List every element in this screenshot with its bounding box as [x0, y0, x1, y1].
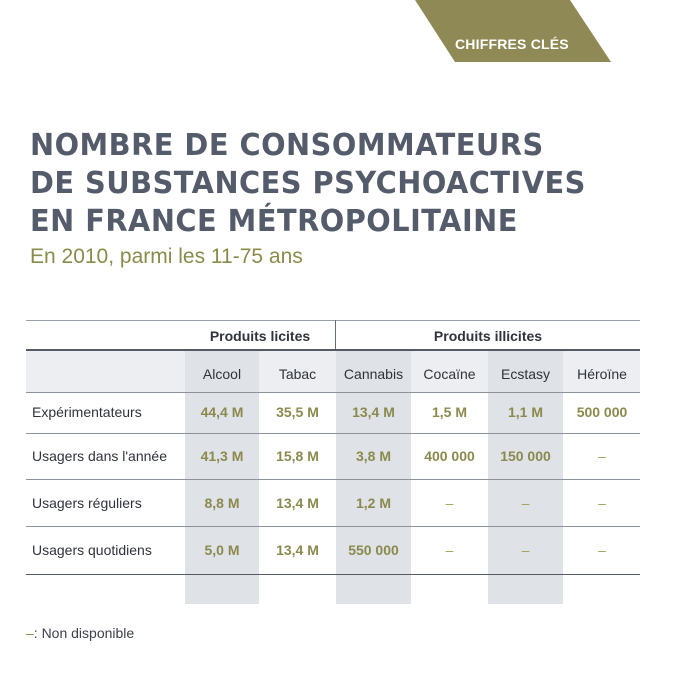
table-cell: 1,2 M [355, 495, 391, 511]
tab-label: CHIFFRES CLÉS [455, 36, 569, 52]
table-cell: 13,4 M [276, 542, 319, 558]
footnote [26, 625, 134, 641]
row-rule [26, 526, 640, 527]
title-line-3: EN FRANCE MÉTROPOLITAINE [30, 204, 518, 239]
footnote-dash: – [26, 625, 34, 641]
row-label-usagers-quotidiens: Usagers quotidiens [32, 542, 152, 558]
page-title [30, 127, 644, 241]
row-rule [26, 433, 640, 434]
col-head-heroine: Héroïne [577, 366, 627, 382]
table-cell: 15,8 M [276, 448, 319, 464]
row-label-experimentateurs: Expérimentateurs [32, 404, 142, 420]
col-head-alcool: Alcool [202, 366, 242, 382]
col-head-ecstasy: Ecstasy [500, 366, 550, 382]
table-cell: – [445, 495, 454, 511]
table-cell: – [521, 542, 530, 558]
table-cell: 550 000 [348, 542, 399, 558]
table-cell: 400 000 [424, 448, 475, 464]
col-head-tabac: Tabac [278, 366, 317, 382]
subtitle: En 2010, parmi les 11-75 ans [30, 245, 303, 268]
table-cell: 44,4 M [200, 404, 244, 420]
table-cell: 41,3 M [200, 448, 244, 464]
col-head-cocaine: Cocaïne [423, 366, 476, 382]
header-rule [26, 349, 640, 351]
table-cell: – [598, 495, 606, 511]
shade-ecstasy [488, 349, 563, 604]
title-line-2: DE SUBSTANCES PSYCHOACTIVES [30, 166, 586, 201]
footnote-text: : Non disponible [33, 625, 135, 641]
section-tab [415, 0, 611, 62]
table-cell: 35,5 M [276, 404, 319, 420]
table-cell: 5,0 M [204, 542, 240, 558]
group-illicit: Produits illicites [433, 328, 543, 344]
row-label-usagers-annee: Usagers dans l'année [32, 448, 167, 464]
table-cell: – [598, 448, 606, 464]
title-line-1: NOMBRE DE CONSOMMATEURS [30, 128, 544, 163]
table-cell: 8,8 M [204, 495, 240, 511]
shade-cannabis [336, 349, 411, 604]
shade-alcool [185, 349, 259, 604]
table-cell: – [445, 542, 454, 558]
row-label-usagers-reguliers: Usagers réguliers [32, 495, 142, 511]
table-cell: 500 000 [576, 404, 628, 420]
row-rule [26, 479, 640, 480]
table-cell: 1,1 M [507, 404, 543, 420]
table-cell: 13,4 M [352, 404, 395, 420]
table-cell: 1,5 M [431, 404, 467, 420]
table-cell: 150 000 [500, 448, 551, 464]
table-bottom-rule [26, 574, 640, 575]
table-cell: 13,4 M [276, 495, 319, 511]
col-head-cannabis: Cannabis [343, 366, 404, 382]
row-rule [26, 392, 640, 393]
table-cell: – [598, 542, 606, 558]
group-licit: Produits licites [209, 328, 311, 344]
table-cell: 3,8 M [355, 448, 391, 464]
table-cell: – [521, 495, 530, 511]
table-top-rule [26, 320, 640, 321]
